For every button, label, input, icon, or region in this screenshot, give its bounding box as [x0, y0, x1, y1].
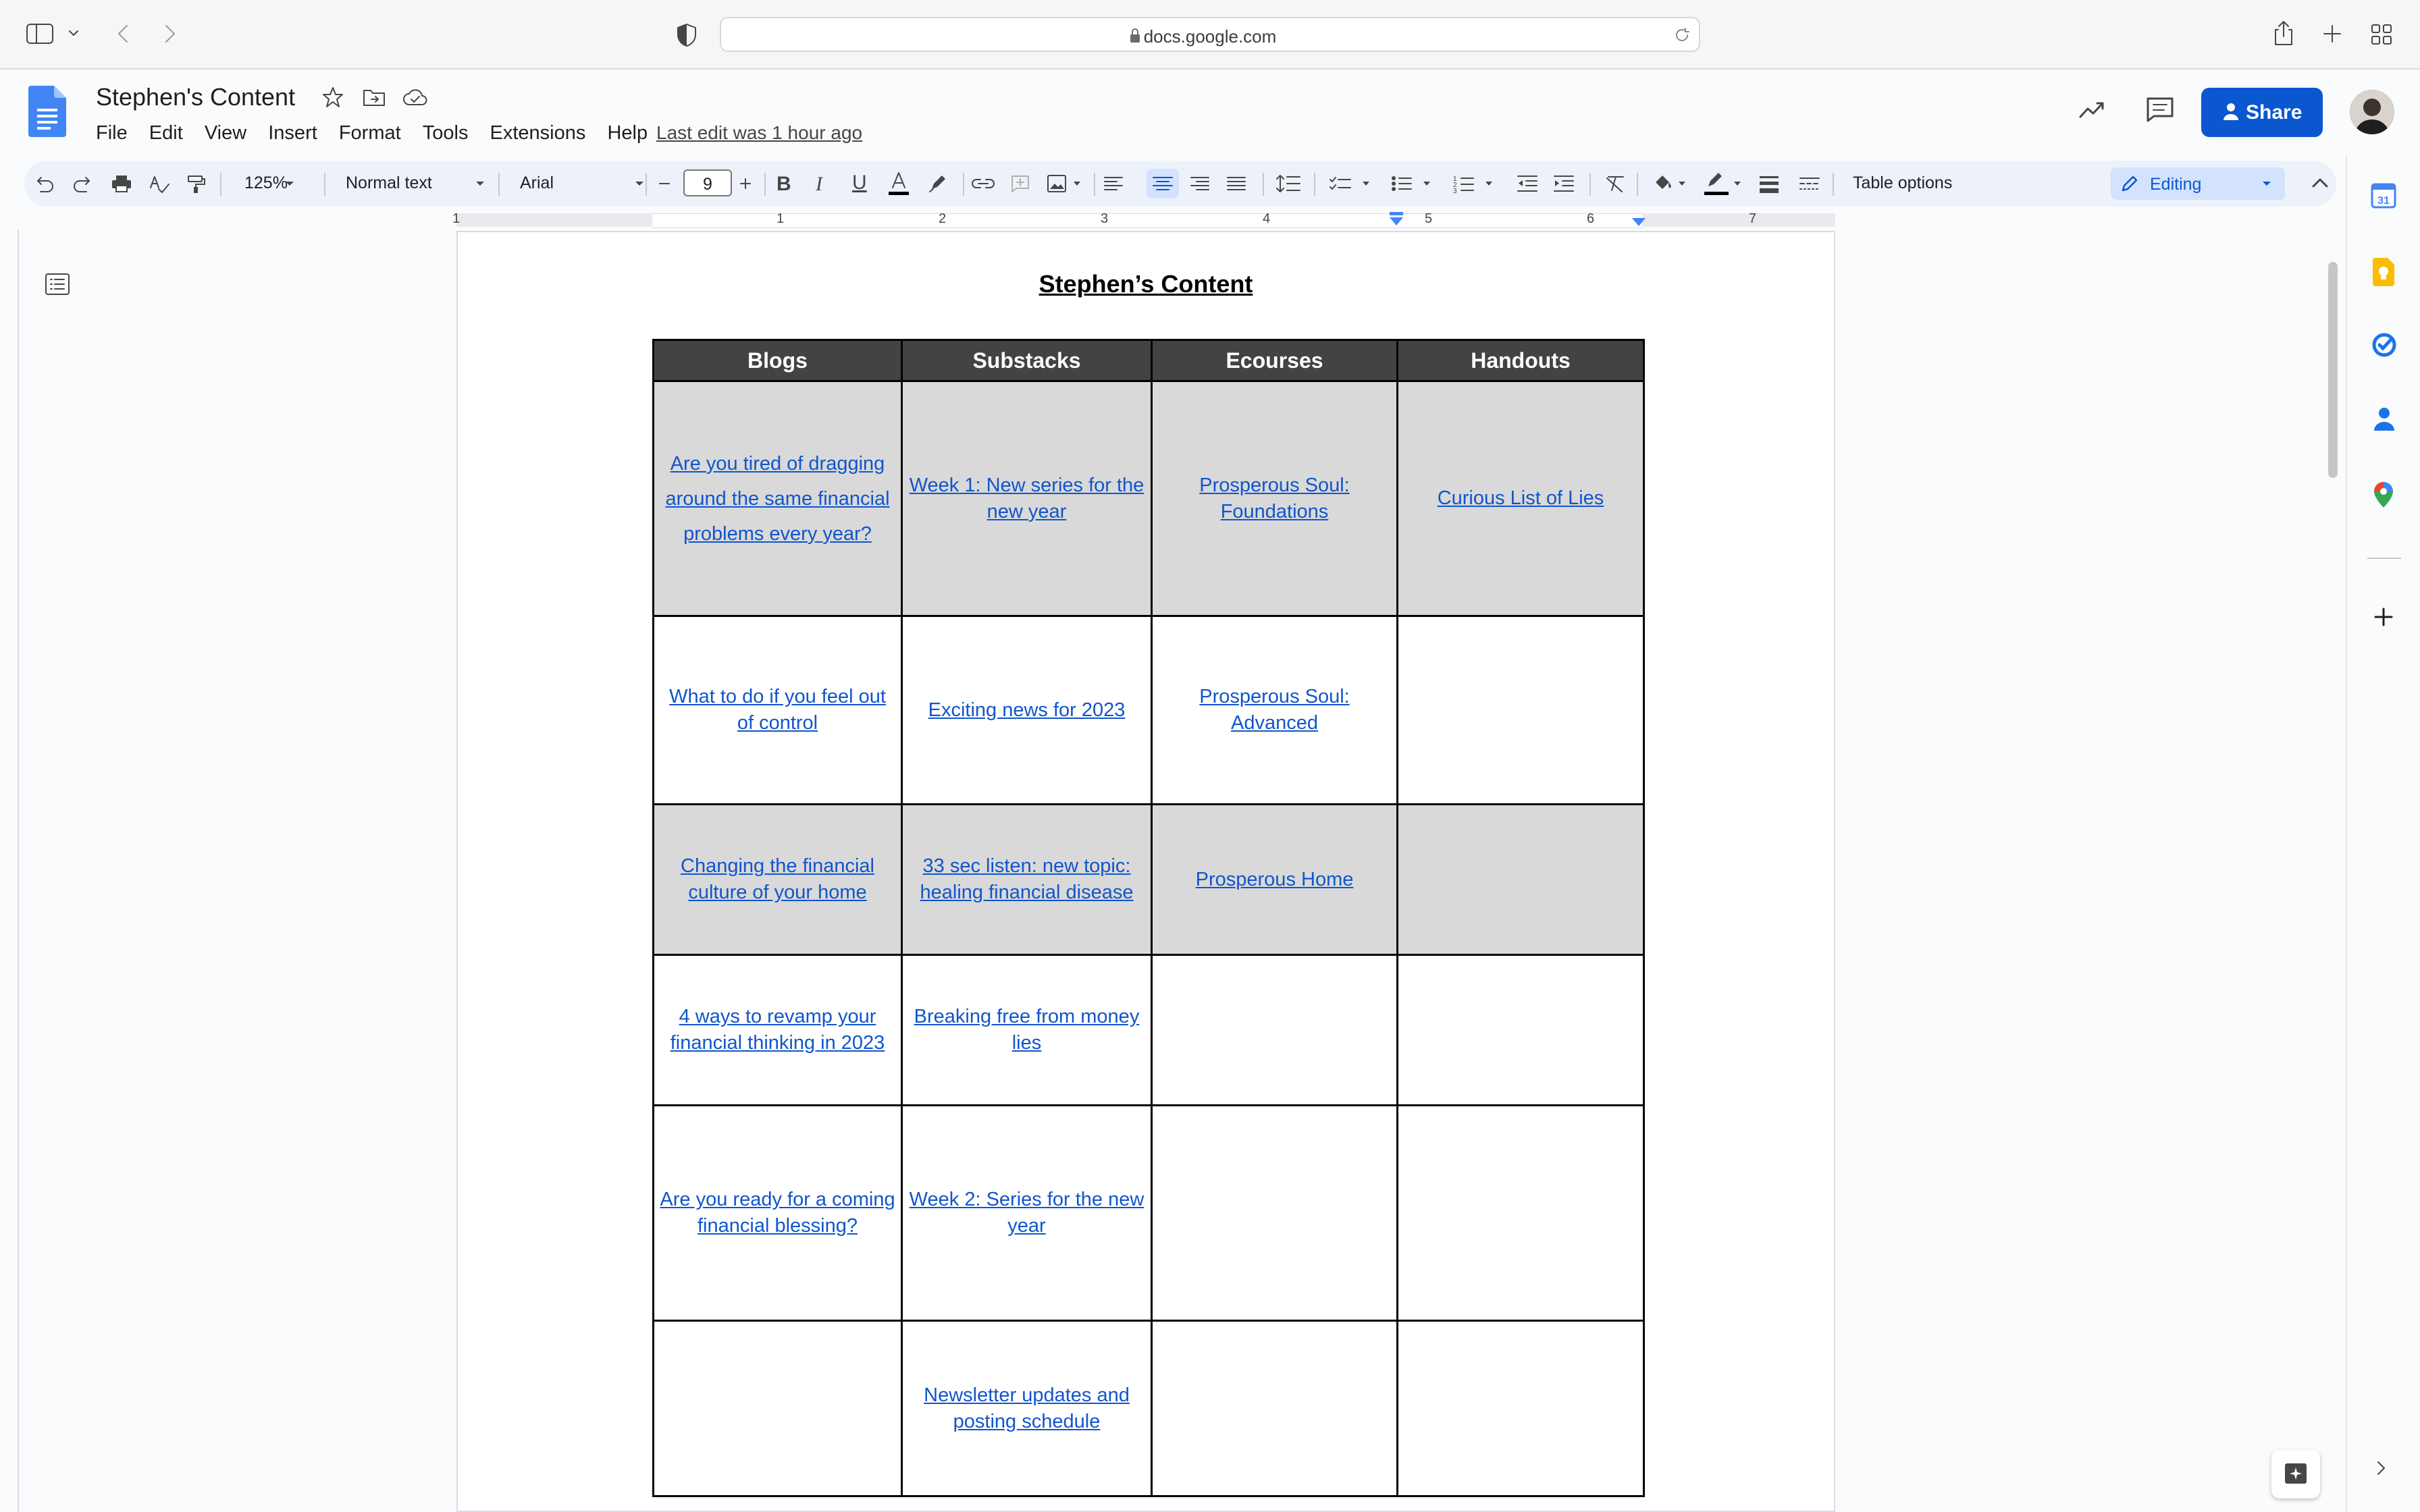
vertical-ruler[interactable] [0, 230, 19, 1512]
table-link[interactable]: 4 ways to revamp your financial thinking in 2023 [670, 1006, 885, 1054]
move-folder-icon[interactable] [362, 87, 386, 107]
menu-extensions[interactable]: Extensions [490, 122, 586, 144]
cloud-status-icon[interactable] [402, 87, 428, 107]
font-size-value: 9 [703, 175, 712, 194]
ruler-mark: 5 [1425, 211, 1433, 226]
bold-icon[interactable]: B [777, 173, 791, 195]
table-cell[interactable] [654, 805, 902, 955]
share-sheet-icon[interactable] [2271, 19, 2296, 47]
menu-format[interactable]: Format [338, 122, 401, 144]
table-cell[interactable] [1152, 381, 1398, 616]
table-row [654, 955, 1644, 1106]
table-cell[interactable] [1152, 1106, 1398, 1321]
dropdown-arrow-icon [635, 181, 644, 186]
ruler-mark: 7 [1749, 211, 1757, 226]
table-link[interactable]: Prosperous Home [1195, 868, 1354, 890]
zoom-select[interactable] [227, 161, 294, 207]
table-cell[interactable] [654, 1106, 902, 1321]
font-value: Arial [520, 173, 554, 192]
separator [764, 173, 766, 196]
header-handouts: Handouts [1398, 340, 1644, 381]
pencil-icon [2120, 174, 2139, 193]
chevron-down-icon[interactable] [68, 28, 80, 38]
separator [646, 173, 647, 196]
docs-logo-icon[interactable] [28, 86, 66, 137]
separator [963, 173, 964, 196]
table-cell[interactable] [1398, 1106, 1644, 1321]
explore-button[interactable] [2271, 1450, 2320, 1498]
ruler-mark: 1 [777, 211, 785, 226]
paragraph-style-select[interactable] [332, 161, 494, 207]
underline-icon[interactable]: U [852, 171, 867, 194]
svg-text:3: 3 [1453, 188, 1457, 193]
privacy-shield-icon[interactable] [675, 22, 698, 48]
table-cell[interactable] [1152, 955, 1398, 1106]
svg-text:31: 31 [2377, 195, 2390, 207]
table-cell[interactable] [1398, 805, 1644, 955]
separator [498, 173, 500, 196]
font-size-input[interactable] [683, 169, 732, 196]
tasks-icon[interactable] [2371, 332, 2397, 358]
table-cell[interactable] [1152, 1321, 1398, 1496]
style-value: Normal text [346, 173, 432, 192]
menu-edit[interactable]: Edit [149, 122, 183, 144]
explore-icon [2284, 1462, 2308, 1486]
avatar[interactable] [2350, 90, 2394, 134]
back-icon[interactable] [115, 23, 131, 45]
table-cell[interactable] [902, 381, 1152, 616]
editing-mode-label: Editing [2150, 175, 2202, 194]
separator [1263, 173, 1264, 196]
indent-marker-icon[interactable] [1388, 212, 1404, 227]
forward-icon[interactable] [162, 23, 178, 45]
separator [1094, 173, 1095, 196]
add-addon-icon[interactable] [2373, 606, 2394, 628]
table-cell[interactable] [1152, 805, 1398, 955]
document-page[interactable] [456, 231, 1835, 1512]
ruler-mark: 3 [1101, 211, 1109, 226]
sidebar-toggle-icon[interactable] [26, 23, 55, 45]
zoom-value: 125% [244, 173, 288, 192]
separator [1589, 173, 1591, 196]
table-link[interactable]: Prosperous Soul: Advanced [1199, 686, 1350, 734]
horizontal-ruler[interactable] [0, 209, 2346, 230]
divider [2367, 558, 2401, 559]
table-link[interactable]: Are you tired of dragging around the same financial problems every year? [665, 452, 890, 545]
separator [324, 173, 325, 196]
table-cell[interactable] [1152, 616, 1398, 805]
font-family-select[interactable] [506, 161, 641, 207]
menu-tools[interactable]: Tools [422, 122, 469, 144]
table-cell[interactable] [654, 1321, 902, 1496]
separator [1314, 173, 1315, 196]
url-text: docs.google.com [1143, 26, 1277, 47]
table-cell[interactable] [902, 1321, 1152, 1496]
svg-text:1: 1 [1453, 176, 1457, 183]
table-row [654, 1321, 1644, 1496]
ruler-margin-left [456, 213, 652, 227]
table-link[interactable]: Are you ready for a coming financial blessing? [660, 1189, 895, 1237]
table-cell[interactable] [1398, 1321, 1644, 1496]
table-cell[interactable] [902, 805, 1152, 955]
table-header-row [654, 340, 1644, 381]
contacts-icon[interactable] [2373, 406, 2396, 432]
header-substacks: Substacks [902, 340, 1152, 381]
table-link[interactable]: What to do if you feel out of control [669, 686, 886, 734]
scrollbar-thumb[interactable] [2328, 262, 2338, 478]
table-link[interactable]: Week 2: Series for the new year [909, 1189, 1145, 1237]
table-link[interactable]: Newsletter updates and posting schedule [924, 1384, 1130, 1432]
document-outline-icon[interactable] [45, 273, 72, 296]
table-row [654, 616, 1644, 805]
share-label: Share [2246, 101, 2303, 124]
separator [1637, 173, 1638, 196]
activity-trend-icon[interactable] [2078, 99, 2105, 119]
table-link[interactable]: 33 sec listen: new topic: healing financial disease [920, 855, 1134, 903]
menu-view[interactable]: View [204, 122, 247, 144]
table-cell[interactable] [902, 616, 1152, 805]
table-cell[interactable] [1398, 616, 1644, 805]
italic-icon[interactable]: I [816, 173, 822, 195]
table-link[interactable]: Changing the financial culture of your home [681, 855, 874, 903]
table-cell[interactable] [654, 381, 902, 616]
show-side-panel-icon[interactable] [2374, 1459, 2388, 1477]
right-indent-marker-icon[interactable] [1631, 217, 1646, 227]
header-ecourses: Ecourses [1152, 340, 1398, 381]
reload-icon[interactable] [1673, 26, 1691, 44]
tab-overview-icon[interactable] [2370, 23, 2393, 46]
ruler-mark: 2 [939, 211, 947, 226]
table-cell[interactable] [1398, 955, 1644, 1106]
ruler-mark: 1 [452, 211, 461, 226]
document-title[interactable]: Stephen's Content [96, 83, 296, 111]
page-heading: Stephen’s Content [1038, 270, 1253, 298]
dropdown-arrow-icon [2262, 181, 2271, 186]
ruler-mark: 4 [1263, 211, 1271, 226]
svg-text:2: 2 [1453, 182, 1457, 189]
menu-help[interactable]: Help [607, 122, 648, 144]
address-bar[interactable] [720, 17, 1700, 52]
comments-icon[interactable] [2146, 97, 2174, 122]
header-blogs: Blogs [654, 340, 902, 381]
table-link[interactable]: Prosperous Soul: Foundations [1199, 474, 1350, 522]
table-link[interactable]: Breaking free from money lies [914, 1006, 1140, 1054]
ruler-mark: 6 [1587, 211, 1595, 226]
ruler-margin-right [1642, 213, 1835, 227]
docs-header [0, 70, 2346, 155]
table-options-label: Table options [1853, 173, 1953, 192]
menu-bar [96, 122, 664, 144]
separator [1833, 173, 1834, 196]
table-link[interactable]: Exciting news for 2023 [928, 699, 1126, 721]
align-center-icon[interactable] [1147, 169, 1179, 198]
table-link[interactable]: Curious List of Lies [1437, 487, 1604, 509]
editing-mode-select[interactable] [2111, 167, 2285, 200]
side-panel [2346, 155, 2420, 1512]
table-link[interactable]: Week 1: New series for the new year [909, 474, 1145, 522]
table-cell[interactable] [902, 955, 1152, 1106]
menu-file[interactable]: File [96, 122, 128, 144]
new-tab-icon[interactable] [2321, 23, 2343, 45]
dropdown-arrow-icon [475, 181, 485, 186]
dropdown-arrow-icon [285, 181, 294, 186]
table-cell[interactable] [654, 955, 902, 1106]
star-icon[interactable] [321, 86, 344, 109]
separator [220, 173, 221, 196]
maps-icon[interactable] [2373, 481, 2394, 509]
last-edit-link[interactable]: Last edit was 1 hour ago [656, 122, 863, 143]
table-cell[interactable] [654, 616, 902, 805]
table-row [654, 381, 1644, 616]
content-table [652, 339, 1645, 1497]
menu-insert[interactable]: Insert [268, 122, 317, 144]
table-row [654, 805, 1644, 955]
table-cell[interactable] [1398, 381, 1644, 616]
table-options-button[interactable] [1847, 161, 1955, 207]
keep-icon[interactable] [2371, 258, 2396, 286]
formatting-toolbar [24, 161, 2336, 207]
browser-toolbar [0, 0, 2420, 70]
calendar-icon[interactable] [2370, 182, 2397, 209]
lock-person-icon [2221, 101, 2240, 123]
table-cell[interactable] [902, 1106, 1152, 1321]
ruler-content-area [652, 213, 1642, 228]
share-button[interactable] [2201, 88, 2323, 137]
table-row [654, 1106, 1644, 1321]
